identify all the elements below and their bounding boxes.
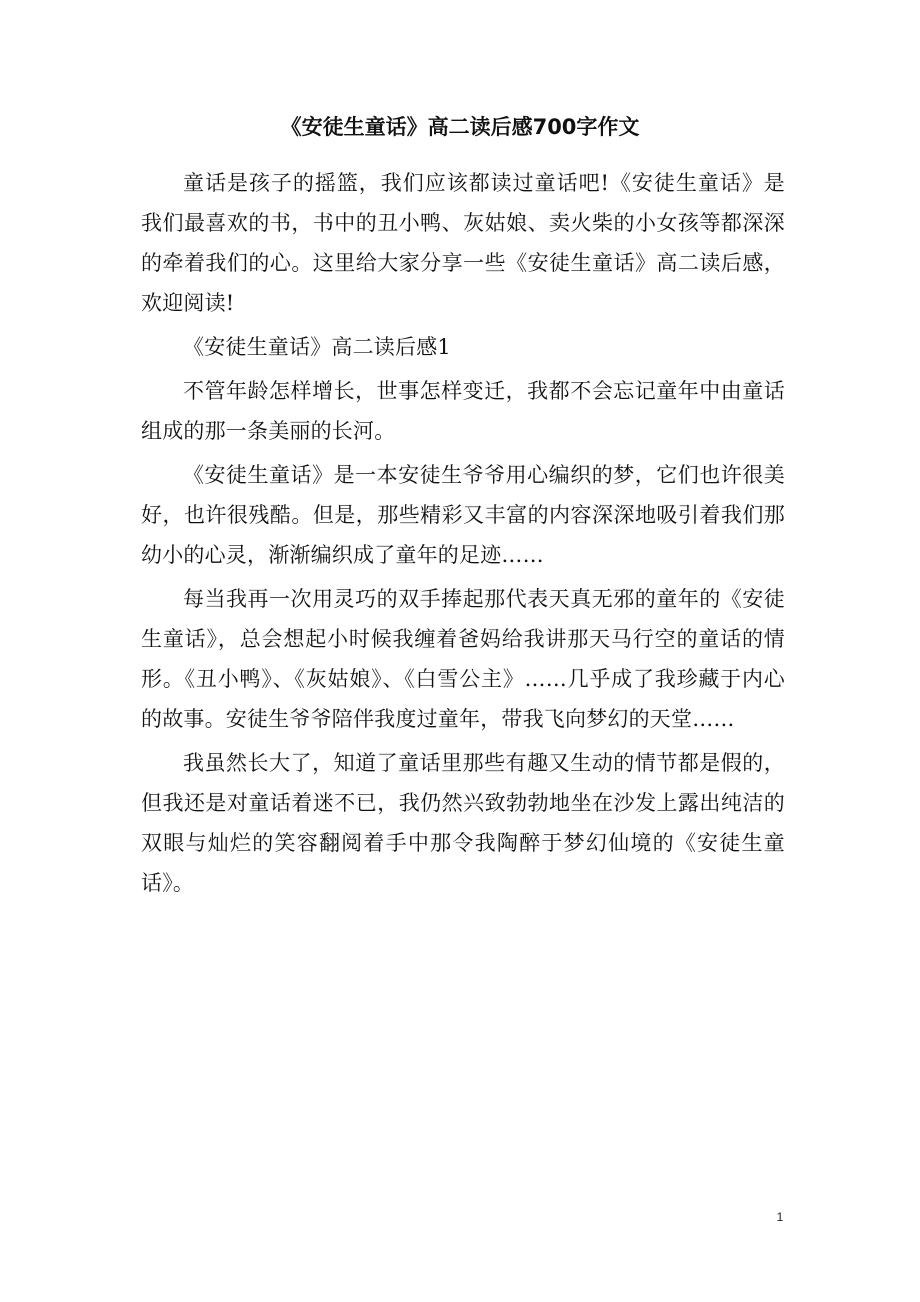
document-body xyxy=(141,163,785,907)
body-paragraph: 每当我再一次用灵巧的双手捧起那代表天真无邪的童年的《安徒生童话》，总会想起小时候我缠着爸妈给我讲那天马行空的童话的情形。《丑小鸭》、《灰姑娘》、《白雪公主》……几乎成了我珍藏于内心的故事。安徒生爷爷陪伴我度过童年，带我飞向梦幻的天堂…… xyxy=(141,587,785,731)
intro-paragraph: 童话是孩子的摇篮，我们应该都读过童话吧!《安徒生童话》是我们最喜欢的书，书中的丑小鸭、灰姑娘、卖火柴的小女孩等都深深的牵着我们的心。这里给大家分享一些《安徒生童话》高二读后感，欢迎阅读! xyxy=(141,171,785,315)
page-number: 1 xyxy=(776,1210,784,1224)
body-paragraph: 我虽然长大了，知道了童话里那些有趣又生动的情节都是假的，但我还是对童话着迷不已，我仍然兴致勃勃地坐在沙发上露出纯洁的双眼与灿烂的笑容翻阅着手中那令我陶醉于梦幻仙境的《安徒生童话》。 xyxy=(141,751,785,895)
body-paragraph: 《安徒生童话》是一本安徒生爷爷用心编织的梦，它们也许很美好，也许很残酷。但是，那些精彩又丰富的内容深深地吸引着我们那幼小的心灵，渐渐编织成了童年的足迹…… xyxy=(141,463,785,567)
section-heading: 《安徒生童话》高二读后感1 xyxy=(183,335,451,359)
document-title: 《安徒生童话》高二读后感700字作文 xyxy=(280,115,640,139)
body-paragraph: 不管年龄怎样增长，世事怎样变迁，我都不会忘记童年中由童话组成的那一条美丽的长河。 xyxy=(141,379,785,443)
